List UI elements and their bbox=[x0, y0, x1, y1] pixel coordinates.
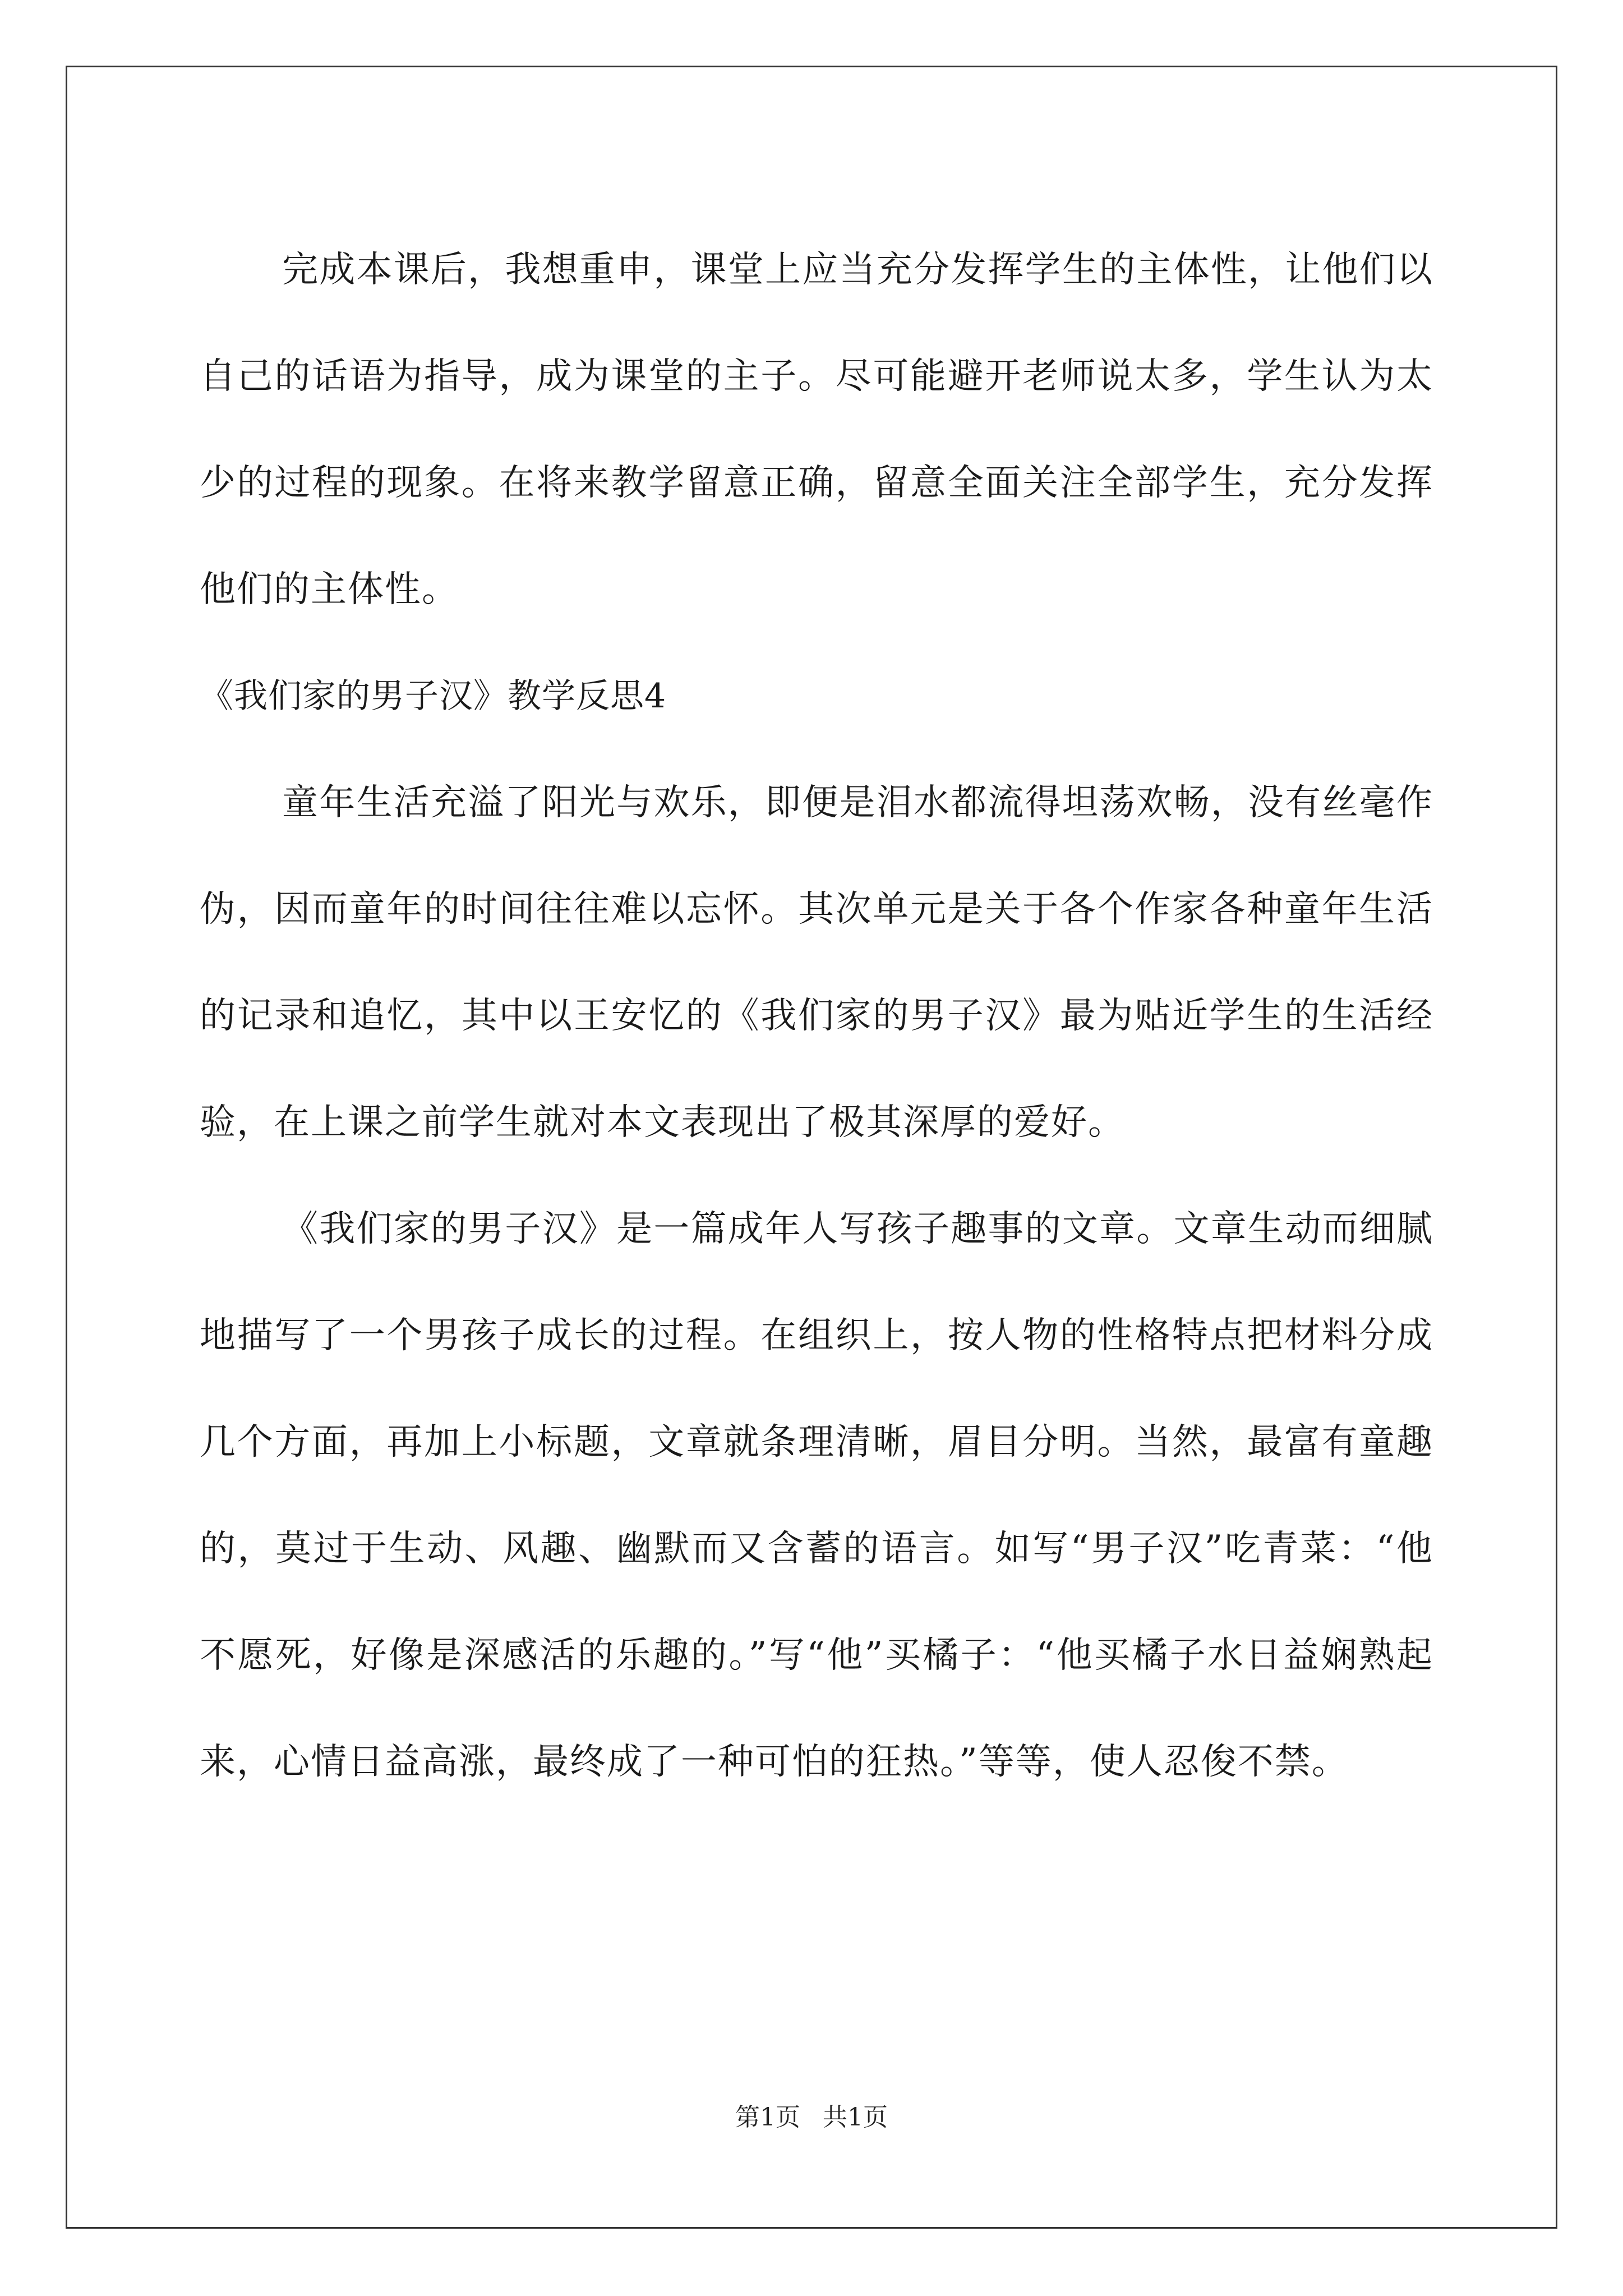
document-body bbox=[200, 217, 1433, 1815]
paragraph: 完成本课后，我想重申，课堂上应当充分发挥学生的主体性，让他们以自己的话语为指导，成为课堂的主子。尽可能避开老师说太多，学生认为太少的过程的现象。在将来教学留意正确，留意全面关注全部学生，充分发挥他们的主体性。 bbox=[200, 249, 1433, 610]
page-footer bbox=[0, 2101, 1623, 2134]
paragraph: 《我们家的男子汉》是一篇成年人写孩子趣事的文章。文章生动而细腻地描写了一个男孩子成长的过程。在组织上，按人物的性格特点把材料分成几个方面，再加上小标题，文章就条理清晰，眉目分明。当然，最富有童趣的，莫过于生动、风趣、幽默而又含蓄的语言。如写“男子汉”吃青菜：“他不愿死，好像是深感活的乐趣的。”写“他”买橘子：“他买橘子水日益娴熟起来，心情日益高涨，最终成了一种可怕的狂热。”等等，使人忍俊不禁。 bbox=[200, 1208, 1433, 1783]
page-number: 第1页 bbox=[735, 2103, 800, 2132]
section-heading: 《我们家的男子汉》教学反思4 bbox=[200, 677, 667, 716]
page-total: 共1页 bbox=[823, 2103, 888, 2132]
paragraph: 童年生活充溢了阳光与欢乐，即便是泪水都流得坦荡欢畅，没有丝毫作伪，因而童年的时间往往难以忘怀。其次单元是关于各个作家各种童年生活的记录和追忆，其中以王安忆的《我们家的男子汉》最为贴近学生的生活经验，在上课之前学生就对本文表现出了极其深厚的爱好。 bbox=[200, 782, 1433, 1143]
